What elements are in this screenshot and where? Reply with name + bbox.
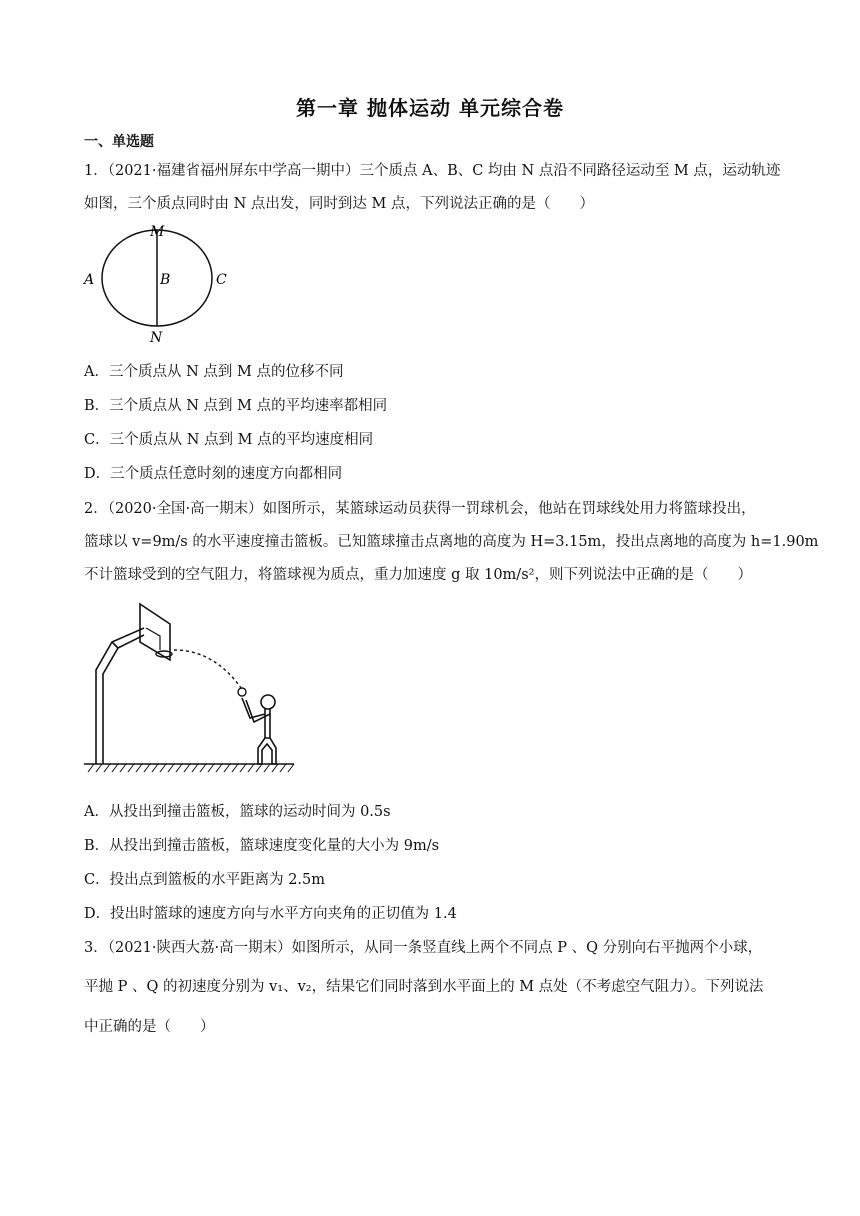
basketball [238,688,246,696]
q2-option-b: B．从投出到撞击篮板，篮球速度变化量的大小为 9m/s [84,838,440,854]
label-n: N [150,330,163,346]
q1-option-b: B．三个质点从 N 点到 M 点的平均速率都相同 [84,398,388,414]
q2-option-a: A．从投出到撞击篮板，篮球的运动时间为 0.5s [84,804,391,820]
hoop-stand [96,628,144,764]
player-figure [242,695,276,764]
q2-stem-line1: 2．（2020·全国·高一期末）如图所示，某篮球运动员获得一罚球机会，他站在罚球线处用力将篮球投出， [84,501,756,517]
q1-trajectory-figure [80,222,240,347]
q1-stem-line2: 如图，三个质点同时由 N 点出发，同时到达 M 点，下列说法正确的是（ ） [84,196,594,212]
q2-stem-line3: 不计篮球受到的空气阻力，将篮球视为质点，重力加速度 g 取 10m/s²，则下列说法中正确的是（ ） [84,567,752,583]
section-heading: 一、单选题 [84,134,154,150]
q3-stem-line1: 3．（2021·陕西大荔·高一期末）如图所示，从同一条竖直线上两个不同点 P 、Q 分别向右平抛两个小球， [84,940,763,956]
ground-hatching [88,764,294,772]
page-title: 第一章 抛体运动 单元综合卷 [296,96,564,120]
label-b: B [160,272,171,288]
label-c: C [216,272,227,288]
q1-option-a: A．三个质点从 N 点到 M 点的位移不同 [84,364,344,380]
q1-option-d: D．三个质点任意时刻的速度方向都相同 [84,466,343,482]
q2-option-c: C．投出点到篮板的水平距离为 2.5m [84,872,326,888]
label-a: A [84,272,95,288]
q2-basketball-figure [84,598,299,778]
q1-stem-line1: 1．（2021·福建省福州屏东中学高一期中）三个质点 A、B、C 均由 N 点沿不同路径运动至 M 点，运动轨迹 [84,163,781,179]
ball-trajectory [174,650,241,688]
label-m: M [150,224,165,240]
q1-option-c: C．三个质点从 N 点到 M 点的平均速度相同 [84,432,374,448]
q2-stem-line2: 篮球以 v=9m/s 的水平速度撞击篮板。已知篮球撞击点离地的高度为 H=3.15m，投出点离地的高度为 h=1.90m [84,534,819,550]
q2-option-d: D．投出时篮球的速度方向与水平方向夹角的正切值为 1.4 [84,906,457,922]
q3-stem-line3: 中正确的是（ ） [84,1019,215,1035]
q3-stem-line2: 平抛 P 、Q 的初速度分别为 v₁、v₂，结果它们同时落到水平面上的 M 点处（不考虑空气阻力）。下列说法 [84,979,764,995]
